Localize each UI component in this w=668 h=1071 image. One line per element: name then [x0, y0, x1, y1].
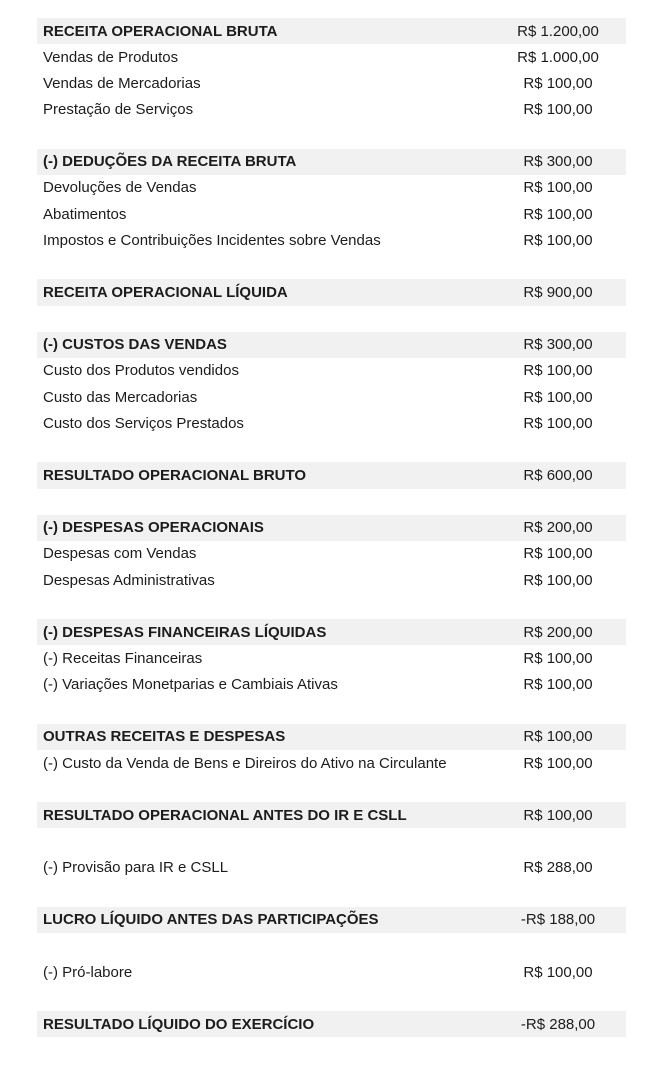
row-label: (-) Pró-labore: [43, 963, 133, 981]
line-item-row: [37, 96, 626, 122]
line-item-row: [37, 959, 626, 985]
row-value: R$ 100,00: [523, 231, 593, 249]
row-label: Impostos e Contribuições Incidentes sobre Vendas: [43, 231, 381, 249]
row-value: R$ 100,00: [523, 100, 593, 118]
line-item-row: [37, 410, 626, 436]
row-value: R$ 100,00: [523, 963, 593, 981]
row-label: Custo dos Produtos vendidos: [43, 362, 239, 380]
row-value: R$ 100,00: [523, 205, 593, 223]
row-label: (-) Provisão para IR e CSLL: [43, 859, 229, 877]
row-label: Vendas de Produtos: [43, 48, 179, 66]
row-spacer: [37, 306, 626, 332]
row-label: LUCRO LÍQUIDO ANTES DAS PARTICIPAÇÕES: [43, 911, 379, 929]
row-label: (-) Receitas Financeiras: [43, 649, 203, 667]
row-value: R$ 200,00: [523, 623, 593, 641]
row-label: Abatimentos: [43, 205, 127, 223]
section-header-row: [37, 149, 626, 175]
row-label: (-) CUSTOS DAS VENDAS: [43, 336, 227, 354]
row-value: R$ 100,00: [523, 728, 593, 746]
row-label: RESULTADO OPERACIONAL ANTES DO IR E CSLL: [43, 806, 407, 824]
row-spacer: [37, 593, 626, 619]
row-label: (-) DESPESAS OPERACIONAIS: [43, 519, 264, 537]
row-spacer: [37, 698, 626, 724]
row-label: Despesas com Vendas: [43, 545, 197, 563]
row-spacer: [37, 436, 626, 462]
row-label: (-) DESPESAS FINANCEIRAS LÍQUIDAS: [43, 623, 327, 641]
row-value: R$ 900,00: [523, 283, 593, 301]
section-header-row: [37, 907, 626, 933]
row-value: R$ 100,00: [523, 388, 593, 406]
section-header-row: [37, 515, 626, 541]
row-spacer: [37, 123, 626, 149]
row-value: R$ 100,00: [523, 414, 593, 432]
row-value: R$ 1.000,00: [517, 48, 599, 66]
row-label: RECEITA OPERACIONAL LÍQUIDA: [43, 283, 288, 301]
row-value: R$ 100,00: [523, 649, 593, 667]
line-item-row: [37, 175, 626, 201]
row-label: RECEITA OPERACIONAL BRUTA: [43, 22, 278, 40]
row-value: R$ 300,00: [523, 336, 593, 354]
line-item-row: [37, 855, 626, 881]
row-label: (-) Custo da Venda de Bens e Direiros do Ativo na Circulante: [43, 754, 447, 772]
row-value: R$ 100,00: [523, 179, 593, 197]
row-value: R$ 100,00: [523, 806, 593, 824]
row-value: R$ 100,00: [523, 545, 593, 563]
line-item-row: [37, 567, 626, 593]
line-item-row: [37, 44, 626, 70]
row-spacer: [37, 253, 626, 279]
line-item-row: [37, 201, 626, 227]
row-label: Despesas Administrativas: [43, 571, 215, 589]
row-label: Vendas de Mercadorias: [43, 74, 201, 92]
section-header-row: [37, 619, 626, 645]
row-label: (-) DEDUÇÕES DA RECEITA BRUTA: [43, 153, 297, 171]
line-item-row: [37, 750, 626, 776]
row-spacer: [37, 776, 626, 802]
row-value: R$ 100,00: [523, 754, 593, 772]
line-item-row: [37, 645, 626, 671]
section-header-row: [37, 332, 626, 358]
row-value: R$ 1.200,00: [517, 22, 599, 40]
row-value: -R$ 188,00: [520, 911, 596, 929]
row-spacer: [37, 489, 626, 515]
row-spacer: [37, 828, 626, 854]
line-item-row: [37, 672, 626, 698]
line-item-row: [37, 384, 626, 410]
row-label: Custo das Mercadorias: [43, 388, 198, 406]
row-label: RESULTADO OPERACIONAL BRUTO: [43, 466, 307, 484]
row-value: R$ 200,00: [523, 519, 593, 537]
row-value: R$ 600,00: [523, 466, 593, 484]
section-header-row: [37, 18, 626, 44]
row-label: (-) Variações Monetparias e Cambiais Ativas: [43, 676, 338, 694]
income-statement-table: [37, 18, 626, 1037]
section-header-row: [37, 279, 626, 305]
section-header-row: [37, 802, 626, 828]
row-spacer: [37, 985, 626, 1011]
row-value: R$ 300,00: [523, 153, 593, 171]
row-label: RESULTADO LÍQUIDO DO EXERCÍCIO: [43, 1015, 315, 1033]
row-spacer: [37, 933, 626, 959]
row-value: R$ 100,00: [523, 676, 593, 694]
row-value: R$ 100,00: [523, 362, 593, 380]
line-item-row: [37, 541, 626, 567]
row-value: -R$ 288,00: [520, 1015, 596, 1033]
row-value: R$ 100,00: [523, 571, 593, 589]
row-label: Prestação de Serviços: [43, 100, 194, 118]
row-spacer: [37, 881, 626, 907]
row-label: Custo dos Serviços Prestados: [43, 414, 244, 432]
row-label: OUTRAS RECEITAS E DESPESAS: [43, 728, 286, 746]
section-header-row: [37, 462, 626, 488]
row-label: Devoluções de Vendas: [43, 179, 197, 197]
line-item-row: [37, 358, 626, 384]
row-value: R$ 288,00: [523, 859, 593, 877]
section-header-row: [37, 724, 626, 750]
section-header-row: [37, 1011, 626, 1037]
line-item-row: [37, 227, 626, 253]
line-item-row: [37, 70, 626, 96]
row-value: R$ 100,00: [523, 74, 593, 92]
